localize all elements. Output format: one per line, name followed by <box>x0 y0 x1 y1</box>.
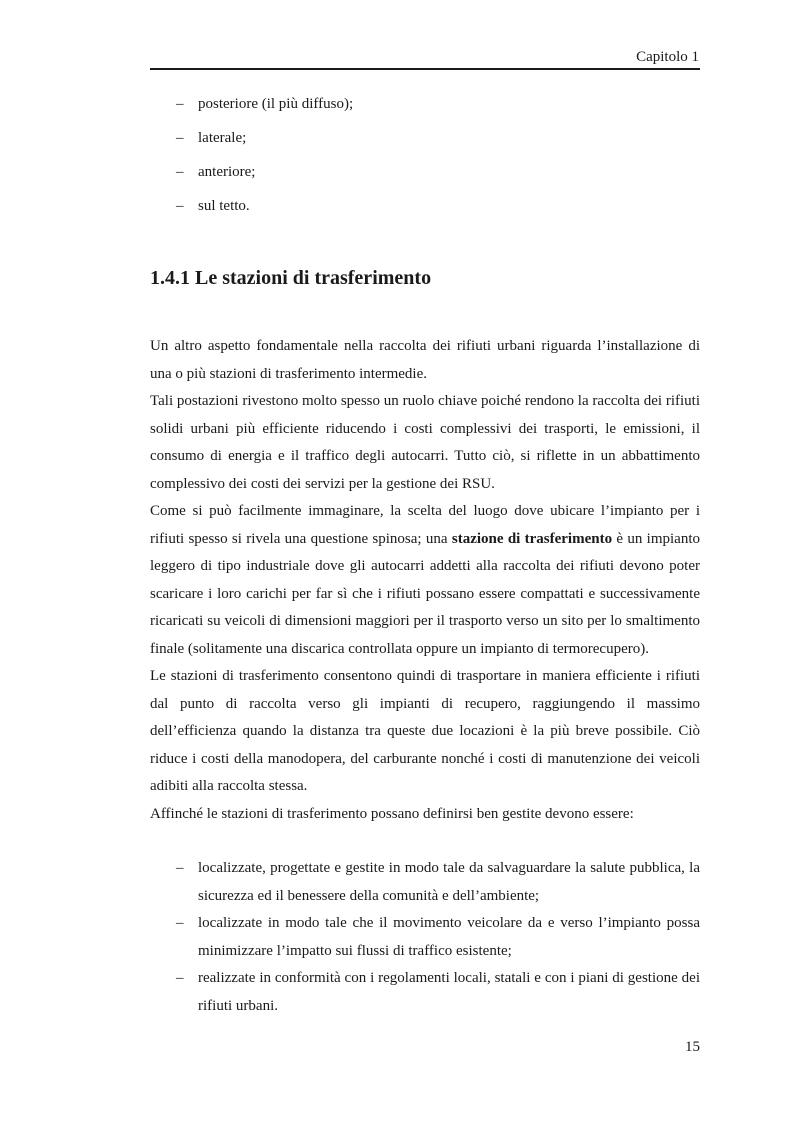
dash-bullet: – <box>176 198 184 214</box>
list-item <box>150 94 700 128</box>
list-item <box>150 910 700 965</box>
dash-bullet: – <box>176 970 184 986</box>
dash-bullet: – <box>176 915 184 931</box>
paragraph-role: Tali postazioni rivestono molto spesso un ruolo chiave poiché rendono la raccolta dei rifiuti solidi urbani più efficiente riducendo i costi complessivi dei trasporti, le emissioni, il consumo di energia e il traffico degli autocarri. Tutto ciò, si riflette in un abbattimento complessivo dei costi dei servizi per la gestione dei RSU. <box>150 393 700 492</box>
bullet-list-top <box>150 94 700 230</box>
list-item-text: realizzate in conformità con i regolamenti locali, statali e con i piani di gestione dei rifiuti urbani. <box>198 970 700 1014</box>
list-item-text: anteriore; <box>198 164 256 180</box>
list-item-text: sul tetto. <box>198 198 250 214</box>
paragraph-text: è un impianto leggero di tipo industriale dove gli autocarri addetti alla raccolta dei rifiuti devono poter scaricare i loro carichi per far sì che i rifiuti possano essere compattati e successivamente ricaricati su veicoli di dimensioni maggiori per il trasporto verso un sito per lo smaltimento finale (solitamente una discarica controllata oppure un impianto di termorecupero). <box>150 530 700 657</box>
list-item <box>150 965 700 1020</box>
paragraph-definition <box>150 498 700 663</box>
running-header <box>150 47 700 69</box>
paragraph-requirements: Affinché le stazioni di trasferimento possano definirsi ben gestite devono essere: <box>150 805 634 822</box>
list-item <box>150 128 700 162</box>
page-number: 15 <box>685 1039 700 1055</box>
list-item-text: localizzate in modo tale che il movimento veicolare da e verso l’impianto possa minimizzare l’impatto sui flussi di traffico esistente; <box>198 915 700 959</box>
list-item <box>150 162 700 196</box>
dash-bullet: – <box>176 130 184 146</box>
header-rule <box>150 68 700 70</box>
body-text <box>150 333 700 828</box>
bullet-list-bottom <box>150 855 700 1020</box>
dash-bullet: – <box>176 164 184 180</box>
paragraph-intro: Un altro aspetto fondamentale nella raccolta dei rifiuti urbani riguarda l’installazione di una o più stazioni di trasferimento intermedie. <box>150 338 700 382</box>
list-item-text: laterale; <box>198 130 247 146</box>
list-item-text: localizzate, progettate e gestite in modo tale da salvaguardare la salute pubblica, la sicurezza ed il benessere della comunità e dell’ambiente; <box>198 860 700 904</box>
chapter-label: Capitolo 1 <box>636 49 699 65</box>
section-heading: 1.4.1 Le stazioni di trasferimento <box>150 267 432 289</box>
list-item <box>150 855 700 910</box>
dash-bullet: – <box>176 96 184 112</box>
list-item-text: posteriore (il più diffuso); <box>198 96 354 112</box>
paragraph-efficiency: Le stazioni di trasferimento consentono quindi di trasportare in maniera efficiente i rifiuti dal punto di raccolta verso gli impianti di recupero, raggiungendo il massimo dell’efficienza quando la distanza tra queste due locazioni è la più breve possibile. Ciò riduce i costi della manodopera, del carburante nonché i costi di manutenzione dei veicoli adibiti alla raccolta stessa. <box>150 668 700 794</box>
dash-bullet: – <box>176 860 184 876</box>
list-item <box>150 196 700 230</box>
paragraph-text: Come si può facilmente immaginare, la scelta del luogo dove ubicare l’impianto per i rifiuti spesso si rivela una questione spinosa; una <box>150 503 700 547</box>
bold-term: stazione di trasferimento <box>451 530 613 547</box>
